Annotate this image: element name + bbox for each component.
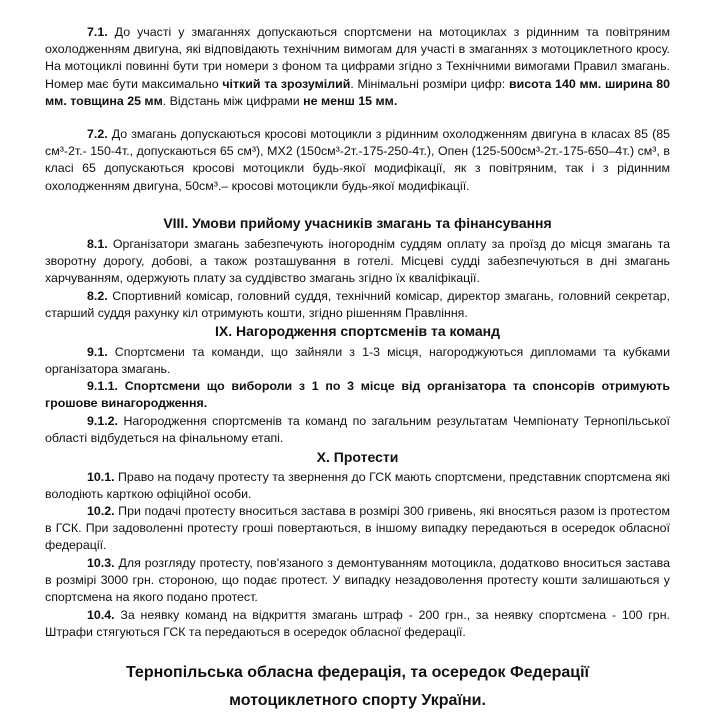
clause-text: Право на подачу протесту та звернення до ГСК мають спортсмени, представник спортсмена які володіють карткою офіційної особи. (45, 470, 670, 502)
clause-text: . Мінімальні розміри цифр: (350, 76, 509, 91)
clause-bold: не менш 15 мм. (303, 93, 398, 108)
section-heading-8: VIII. Умови прийому учасників змагань та фінансування (163, 215, 552, 231)
paragraph-9-1-1 (45, 378, 670, 412)
signature-line-1: Тернопільська обласна федерація, та осередок Федерації (125, 664, 590, 681)
paragraph-7-2 (45, 126, 670, 195)
clause-text: Спортсмени та команди, що зайняли з 1-3 місця, нагороджуються дипломами та кубками організатора змагань. (45, 345, 670, 377)
paragraph-10-2 (45, 503, 670, 555)
paragraph-8-2 (45, 288, 670, 322)
paragraph-9-1 (45, 344, 670, 378)
clause-text: Спортсмени що вибороли з 1 по 3 місце від організатора та спонсорів отримують грошове винагородження. (45, 379, 670, 411)
clause-text: . Відстань між цифрами (162, 93, 304, 108)
clause-text: Спортивний комісар, головний суддя, технічний комісар, директор змагань, головний секретар, старший суддя рахунку кіл отримують кошти, згідно рішенням Правління. (45, 289, 670, 321)
clause-text: При подачі протесту вноситься застава в розмірі 300 гривень, які вносяться разом із протестом в ГСК. При задоволенні протесту гроші повертаються, в іншому випадку передаються в осередок обласної федерації. (45, 504, 670, 553)
paragraph-9-1-2 (45, 413, 670, 447)
clause-number: 10.2. (87, 504, 115, 518)
section-heading-10: X. Протести (316, 449, 399, 465)
clause-number: 8.1. (87, 237, 108, 251)
paragraph-10-3 (45, 555, 670, 607)
clause-number: 9.1. (87, 345, 108, 359)
clause-number: 10.1. (87, 470, 115, 484)
clause-text: До участі у змаганнях допускаються спортсмени на мотоциклах з рідинним та повітряним охолодженням двигуна, які відповідають технічним вимогам для участі в змаганнях з мотоциклетного кросу. На мотоциклі повинні бути три номери з фоном та цифрами згідно з Технічними вимогами Правил змагань. Номер має бути максимально (45, 25, 670, 91)
clause-number: 10.4. (87, 608, 115, 622)
clause-text: Для розгляду протесту, пов'язаного з демонтуванням мотоцикла, додатково вноситься застава в розмірі 3000 грн. стороною, що подає протест. У випадку незадоволення протесту кошти залишаються у спортсмена на якого подано протест. (45, 556, 670, 605)
clause-text: До змагань допускаються кросові мотоцикли з рідинним охолодженням двигуна в класах 85 (85 см³-2т.- 150-4т., допускаються 65 см³), МХ2 (150см³-2т.-175-250-4т.), Опен (125-500см³-2т.-175-650–4т.) см³, в класі 65 допускаються кросові мотоцикли будь-якої модифікації, як з повітряним, так і з рідинним охолодженням двигуна, 50см³.– кросові мотоцикли будь-якої модифікації. (45, 127, 670, 193)
clause-bold: висота 140 мм. ширина 80 мм. товщина 25 мм (45, 76, 670, 108)
clause-bold: чіткий та зрозумілий (222, 76, 351, 91)
paragraph-10-4 (45, 607, 670, 641)
clause-number: 9.1.2. (87, 414, 119, 428)
clause-number: 10.3. (87, 556, 115, 570)
clause-number: 7.1. (87, 25, 108, 39)
section-heading-9: IX. Нагородження спортсменів та команд (214, 323, 501, 339)
clause-number: 9.1.1. (87, 379, 119, 393)
clause-number: 7.2. (87, 127, 108, 141)
clause-text: Організатори змагань забезпечують іногороднім суддям оплату за проїзд до місця змагань та зворотну дорогу, добові, а також розташування в готелі. Місцеві судді забезпечуються в дні змагань харчуванням, одержують плату за суддівство змагань згідно їх кваліфікації. (45, 237, 670, 286)
clause-text: За неявку команд на відкриття змагань штраф - 200 грн., за неявку спортсмена - 100 грн. Штрафи стягуються ГСК та передаються в осередок обласної федерації. (45, 608, 670, 640)
signature-line-2: мотоциклетного спорту України. (229, 692, 486, 709)
paragraph-8-1 (45, 236, 670, 288)
paragraph-7-1 (45, 24, 670, 110)
clause-text: Нагородження спортсменів та команд по загальним результатам Чемпіонату Тернопільської області відбудеться на фінальному етапі. (45, 414, 670, 446)
clause-number: 8.2. (87, 289, 108, 303)
paragraph-10-1 (45, 469, 670, 503)
